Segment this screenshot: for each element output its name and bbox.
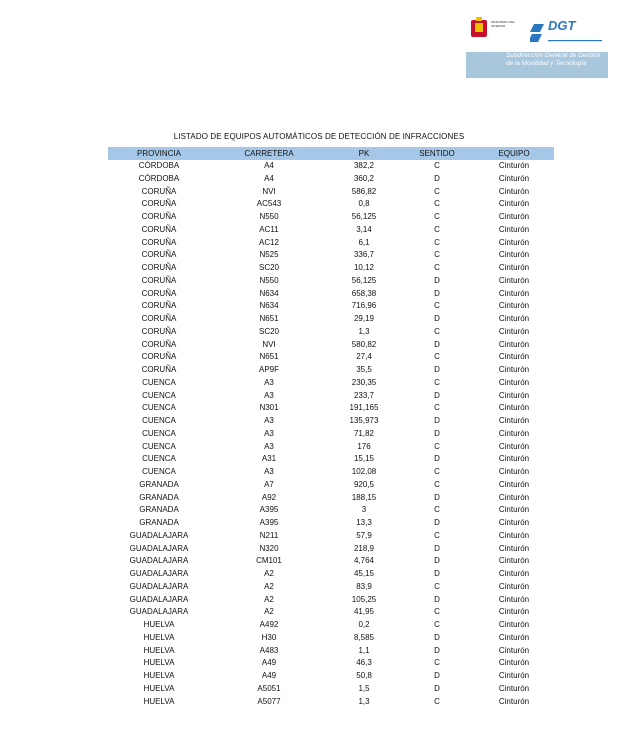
cell-sentido: C [434,186,440,196]
cell-equipo: Cinturón [498,492,530,502]
cell-carretera: SC20 [258,263,279,272]
cell-sentido: D [434,632,440,642]
cell-pk: 57,9 [356,530,372,540]
cell-provincia: HUELVA [143,645,175,655]
cell-equipo: Cinturón [498,607,530,617]
cell-pk: 41,95 [353,607,375,617]
cell-sentido: C [434,658,440,668]
table-row [108,543,554,556]
cell-provincia: GRANADA [139,492,179,502]
cell-pk: 233,7 [353,390,375,400]
cell-carretera: A3 [264,441,274,451]
cell-provincia: GUADALAJARA [129,530,189,540]
table-row [108,186,554,199]
cell-carretera: AC543 [256,199,282,209]
cell-sentido: D [434,683,440,693]
cell-equipo: Cinturón [498,161,530,170]
cell-sentido: C [434,237,440,247]
cell-carretera: AP9F [258,365,279,374]
cell-carretera: N525 [259,250,279,260]
cell-sentido: C [434,352,440,362]
table-row [108,632,554,645]
table-row [108,555,554,568]
cell-equipo: Cinturón [498,505,530,515]
cell-sentido: D [434,173,440,183]
cell-provincia: HUELVA [143,696,175,706]
cell-pk: 105,25 [351,594,377,604]
document-title: LISTADO DE EQUIPOS AUTOMÁTICOS DE DETECCIÓN DE INFRACCIONES [173,132,465,141]
cell-sentido: D [434,416,440,425]
cell-carretera: A492 [259,620,279,629]
cell-equipo: Cinturón [498,237,530,247]
cell-equipo: Cinturón [498,275,530,285]
cell-provincia: GUADALAJARA [129,581,189,591]
table-row [108,390,554,403]
cell-sentido: D [434,556,440,566]
cell-pk: 716,96 [351,301,377,311]
cell-provincia: CUENCA [142,416,176,425]
cell-provincia: CÓRDOBA [138,161,180,170]
cell-sentido: C [434,403,440,413]
cell-provincia: CORUÑA [141,237,177,247]
cell-equipo: Cinturón [498,645,530,655]
cell-equipo: Cinturón [498,390,530,400]
cell-pk: 382,2 [353,161,375,170]
column-header-provincia: PROVINCIA [108,147,210,160]
cell-provincia: HUELVA [143,632,175,642]
cell-carretera: N651 [259,352,279,362]
cell-equipo: Cinturón [498,212,530,221]
cell-provincia: GUADALAJARA [129,569,189,578]
cell-sentido: C [434,581,440,591]
cell-pk: 3,14 [356,224,372,234]
cell-carretera: A3 [264,428,274,438]
cell-equipo: Cinturón [498,314,530,323]
table-row [108,619,554,632]
cell-pk: 4,764 [353,556,375,566]
cell-sentido: D [434,365,440,374]
cell-provincia: CUENCA [142,467,176,476]
ministerio-label: MINISTERIO DEL INTERIOR [491,20,516,28]
cell-pk: 45,15 [353,569,375,578]
cell-sentido: D [434,428,440,438]
cell-equipo: Cinturón [498,658,530,668]
cell-provincia: CORUÑA [141,301,177,311]
cell-carretera: CM101 [256,556,282,566]
cell-provincia: CORUÑA [141,224,177,234]
cell-equipo: Cinturón [498,556,530,566]
cell-pk: 1,3 [358,326,370,336]
cell-pk: 1,1 [358,645,370,655]
cell-pk: 336,7 [353,250,375,260]
cell-provincia: CUENCA [142,441,176,451]
cell-equipo: Cinturón [498,454,530,464]
cell-pk: 586,82 [351,186,377,196]
cell-carretera: A4 [264,161,274,170]
cell-sentido: D [434,645,440,655]
cell-sentido: C [434,467,440,476]
cell-carretera: A7 [264,479,274,489]
cell-carretera: A5077 [257,696,281,706]
cell-provincia: GUADALAJARA [129,594,189,604]
cell-provincia: CORUÑA [141,314,177,323]
cell-carretera: A4 [264,173,274,183]
cell-equipo: Cinturón [498,543,530,553]
table-row [108,377,554,390]
table-row [108,415,554,428]
cell-equipo: Cinturón [498,620,530,629]
cell-provincia: GRANADA [139,479,179,489]
cell-pk: 83,9 [356,581,372,591]
cell-pk: 135,973 [349,416,379,425]
column-header-equipo: EQUIPO [474,147,554,160]
table-row [108,441,554,454]
cell-provincia: CORUÑA [141,199,177,209]
cell-sentido: C [434,263,440,272]
table-row [108,568,554,581]
cell-sentido: C [434,250,440,260]
cell-provincia: GUADALAJARA [129,556,189,566]
cell-sentido: C [434,326,440,336]
cell-pk: 360,2 [353,173,375,183]
cell-sentido: D [434,569,440,578]
cell-provincia: CORUÑA [141,339,177,349]
cell-equipo: Cinturón [498,683,530,693]
table-row [108,606,554,619]
cell-sentido: D [434,339,440,349]
cell-provincia: CORUÑA [141,352,177,362]
cell-equipo: Cinturón [498,301,530,311]
cell-carretera: A49 [261,671,277,680]
cell-sentido: C [434,377,440,387]
cell-carretera: A49 [261,658,277,668]
cell-provincia: CORUÑA [141,212,177,221]
table-row [108,594,554,607]
cell-carretera: N211 [259,530,279,540]
table-row [108,466,554,479]
cell-pk: 13,3 [356,518,372,527]
cell-provincia: CORUÑA [141,288,177,298]
cell-sentido: D [434,594,440,604]
cell-provincia: CUENCA [142,390,176,400]
cell-provincia: CORUÑA [141,186,177,196]
cell-equipo: Cinturón [498,530,530,540]
cell-carretera: N320 [259,543,279,553]
cell-sentido: C [434,696,440,706]
table-row [108,530,554,543]
table-row [108,402,554,415]
cell-carretera: A395 [259,518,279,527]
table-row [108,160,554,173]
cell-carretera: N634 [259,288,279,298]
cell-equipo: Cinturón [498,173,530,183]
table-row [108,364,554,377]
table-row [108,339,554,352]
cell-equipo: Cinturón [498,224,530,234]
header-banner [466,12,608,78]
cell-pk: 56,125 [351,275,377,285]
cell-pk: 10,12 [353,263,375,272]
cell-equipo: Cinturón [498,186,530,196]
cell-sentido: C [434,607,440,617]
cell-carretera: A2 [264,594,274,604]
cell-pk: 191,165 [349,403,379,413]
cell-equipo: Cinturón [498,696,530,706]
cell-sentido: C [434,161,440,170]
table-row [108,351,554,364]
cell-sentido: C [434,212,440,221]
table-body [108,160,554,708]
cell-carretera: A3 [264,377,274,387]
cell-sentido: D [434,454,440,464]
cell-equipo: Cinturón [498,416,530,425]
cell-pk: 580,82 [351,339,377,349]
cell-equipo: Cinturón [498,569,530,578]
table-row [108,275,554,288]
equipos-table [108,147,554,708]
table-row [108,428,554,441]
cell-equipo: Cinturón [498,339,530,349]
cell-provincia: HUELVA [143,671,175,680]
cell-pk: 230,35 [351,377,377,387]
cell-provincia: CORUÑA [141,365,177,374]
cell-equipo: Cinturón [498,352,530,362]
cell-carretera: N634 [259,301,279,311]
cell-provincia: CUENCA [142,454,176,464]
cell-pk: 8,585 [353,632,375,642]
table-row [108,504,554,517]
cell-equipo: Cinturón [498,671,530,680]
cell-pk: 6,1 [358,237,370,247]
cell-pk: 920,5 [353,479,375,489]
cell-carretera: A483 [259,645,279,655]
cell-sentido: C [434,479,440,489]
cell-carretera: A2 [264,569,274,578]
cell-sentido: D [434,288,440,298]
cell-equipo: Cinturón [498,581,530,591]
cell-carretera: A31 [261,454,277,464]
cell-sentido: D [434,275,440,285]
table-row [108,288,554,301]
logo-area [466,12,608,52]
cell-equipo: Cinturón [498,199,530,209]
cell-sentido: C [434,505,440,515]
cell-sentido: D [434,671,440,680]
subdireccion-label: Subdirección General de Gestión de la Movilidad y Tecnología [506,52,601,67]
cell-equipo: Cinturón [498,403,530,413]
cell-provincia: CUENCA [142,403,176,413]
cell-carretera: A3 [264,467,274,476]
cell-equipo: Cinturón [498,441,530,451]
cell-equipo: Cinturón [498,479,530,489]
cell-provincia: GRANADA [139,518,179,527]
cell-equipo: Cinturón [498,518,530,527]
table-row [108,300,554,313]
table-row [108,657,554,670]
cell-equipo: Cinturón [498,377,530,387]
cell-carretera: A3 [264,390,274,400]
dgt-text: DGT [548,18,576,33]
coat-of-arms-icon [470,17,488,39]
cell-equipo: Cinturón [498,365,530,374]
cell-sentido: D [434,390,440,400]
cell-equipo: Cinturón [498,632,530,642]
cell-pk: 27,4 [356,352,372,362]
cell-carretera: A3 [264,416,274,425]
cell-pk: 56,125 [351,212,377,221]
cell-pk: 35,5 [356,365,372,374]
cell-sentido: D [434,543,440,553]
cell-carretera: AC12 [258,237,279,247]
column-header-carretera: CARRETERA [210,147,328,160]
cell-sentido: C [434,224,440,234]
cell-sentido: C [434,441,440,451]
table-row [108,670,554,683]
cell-pk: 50,8 [356,671,372,680]
table-row [108,262,554,275]
cell-provincia: CUENCA [142,377,176,387]
cell-carretera: N651 [259,314,279,323]
table-row [108,237,554,250]
cell-pk: 0,8 [358,199,370,209]
cell-pk: 0,2 [358,620,370,629]
cell-provincia: GUADALAJARA [129,607,189,617]
cell-equipo: Cinturón [498,326,530,336]
cell-pk: 15,15 [353,454,375,464]
table-row [108,326,554,339]
cell-carretera: A2 [264,607,274,617]
cell-pk: 1,5 [358,683,370,693]
cell-pk: 188,15 [351,492,377,502]
table-row [108,492,554,505]
table-row [108,581,554,594]
cell-carretera: NVI [262,339,276,349]
cell-carretera: SC20 [258,326,279,336]
cell-equipo: Cinturón [498,288,530,298]
table-row [108,453,554,466]
cell-sentido: C [434,301,440,311]
table-row [108,211,554,224]
table-row [108,683,554,696]
cell-pk: 658,38 [351,288,377,298]
cell-carretera: N550 [259,212,279,221]
cell-provincia: CÓRDOBA [138,173,180,183]
cell-sentido: C [434,620,440,629]
cell-carretera: A5051 [257,683,281,693]
cell-provincia: HUELVA [143,620,175,629]
cell-carretera: N301 [259,403,279,413]
cell-provincia: CORUÑA [141,263,177,272]
cell-pk: 176 [357,441,371,451]
table-row [108,173,554,186]
cell-equipo: Cinturón [498,467,530,476]
cell-carretera: NVI [262,186,276,196]
cell-provincia: CORUÑA [141,326,177,336]
cell-provincia: HUELVA [143,658,175,668]
table-row [108,249,554,262]
cell-provincia: CUENCA [142,428,176,438]
column-header-pk: PK [328,147,400,160]
cell-carretera: A2 [264,581,274,591]
cell-sentido: D [434,518,440,527]
table-row [108,198,554,211]
cell-equipo: Cinturón [498,594,530,604]
table-row [108,479,554,492]
cell-provincia: GUADALAJARA [129,543,189,553]
cell-pk: 3 [361,505,367,515]
cell-pk: 71,82 [353,428,375,438]
table-row [108,696,554,709]
cell-sentido: C [434,199,440,209]
cell-pk: 102,08 [351,467,377,476]
cell-equipo: Cinturón [498,250,530,260]
cell-carretera: H30 [261,632,277,642]
cell-equipo: Cinturón [498,263,530,272]
table-header-row [108,147,554,160]
cell-carretera: AC11 [259,224,279,234]
cell-carretera: N550 [259,275,279,285]
cell-carretera: A395 [259,505,279,515]
cell-sentido: C [434,530,440,540]
cell-provincia: CORUÑA [141,275,177,285]
cell-pk: 46,3 [356,658,372,668]
table-row [108,313,554,326]
cell-pk: 218,9 [353,543,375,553]
cell-equipo: Cinturón [498,428,530,438]
cell-provincia: GRANADA [139,505,179,515]
table-row [108,224,554,237]
cell-provincia: CORUÑA [141,250,177,260]
cell-pk: 1,3 [358,696,370,706]
cell-sentido: D [434,314,440,323]
cell-carretera: A92 [261,492,277,502]
table-row [108,517,554,530]
cell-provincia: HUELVA [143,683,175,693]
column-header-sentido: SENTIDO [400,147,474,160]
cell-pk: 29,19 [353,314,375,323]
cell-sentido: D [434,492,440,502]
table-row [108,645,554,658]
